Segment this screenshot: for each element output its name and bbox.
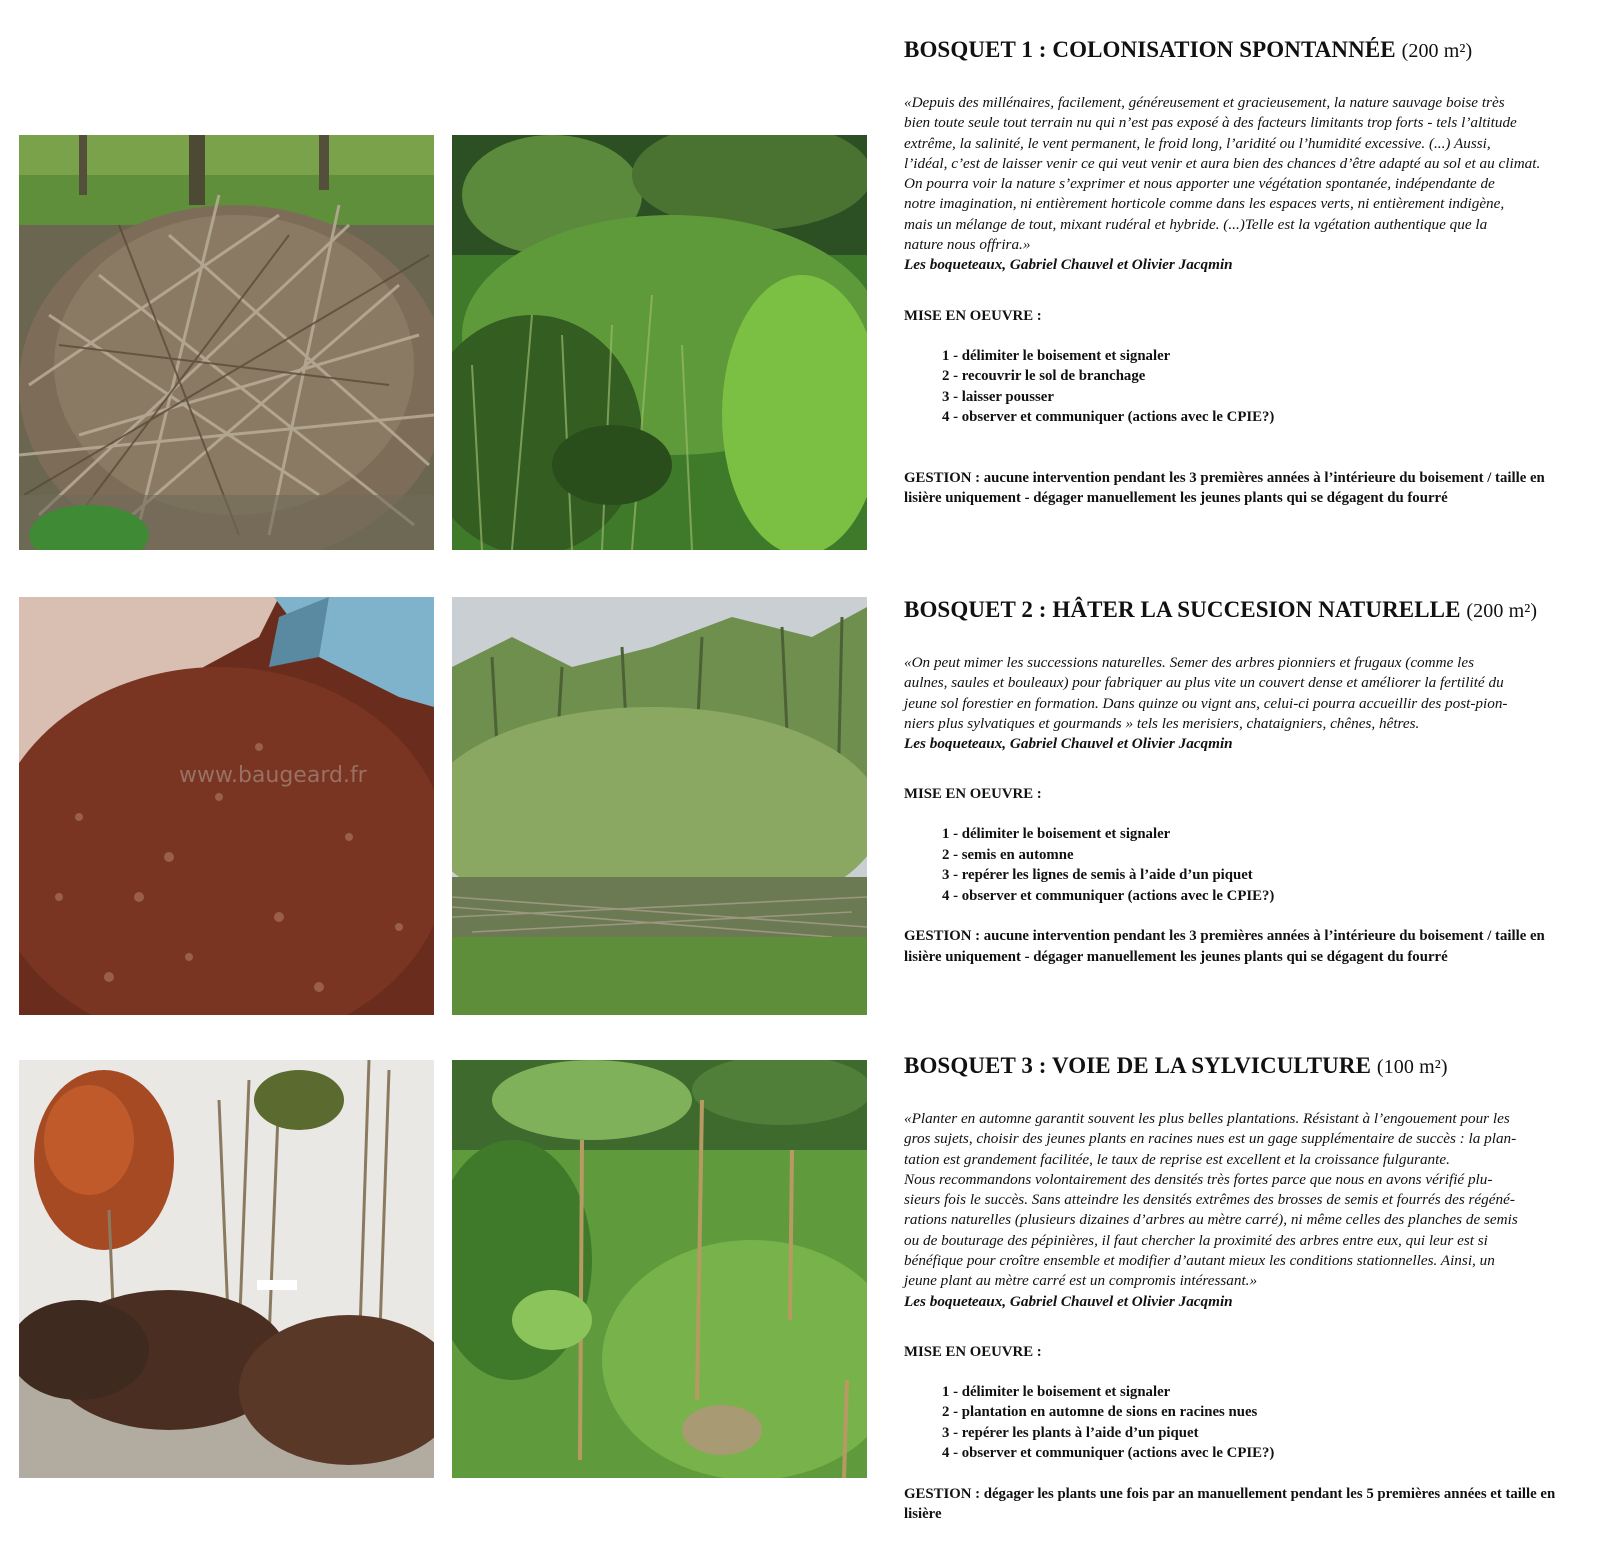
quote (904, 653, 1594, 734)
gestion-line: GESTION : aucune intervention pendant les 3 premières années à l’intérieure du boisement / taille en (904, 469, 1545, 486)
step-item: 1 - délimiter le boisement et signaler (942, 347, 1171, 364)
step-item: 1 - délimiter le boisement et signaler (942, 1383, 1171, 1400)
gestion-line: lisière (904, 1506, 942, 1523)
quote-line: «Depuis des millénaires, facilement, généreusement et gracieusement, la nature sauvage boise très (904, 94, 1505, 111)
quote-line: aulnes, saules et bouleaux) pour fabriquer au plus vite un couvert dense et améliorer la fertilité du (904, 674, 1504, 692)
quote-line: niers plus sylvatiques et gourmands » tels les merisiers, chataigniers, chênes, hêtres. (904, 714, 1420, 732)
gestion-line: lisière uniquement - dégager manuellement les jeunes plants qui se dégagent du fourré (904, 490, 1448, 507)
section-bosquet-1 (904, 36, 1594, 509)
section-title (904, 1052, 1594, 1081)
quote-line: jeune sol forestier en formation. Dans quinze ou vignt ans, celui-ci pourra accueillir des post-pion- (904, 694, 1508, 712)
step-item: 2 - recouvrir le sol de branchage (942, 368, 1146, 385)
photo-seeds-bag (19, 597, 434, 1015)
step-item: 3 - laisser pousser (942, 388, 1054, 405)
mise-en-oeuvre-label: MISE EN OEUVRE : (904, 307, 1042, 324)
quote-line: jeune plant au mètre carré est un compromis intéressant.» (904, 1272, 1258, 1290)
section-title-text: BOSQUET 3 : VOIE DE LA SYLVICULTURE (904, 1053, 1372, 1078)
steps-list (904, 346, 1594, 428)
section-title-text: BOSQUET 1 : COLONISATION SPONTANNÉE (904, 37, 1396, 62)
quote-author: Les boqueteaux, Gabriel Chauvel et Olivier Jacqmin (904, 1292, 1233, 1310)
gestion-text (904, 468, 1594, 509)
mise-en-oeuvre-label: MISE EN OEUVRE : (904, 1343, 1042, 1360)
quote-line: «On peut mimer les successions naturelles. Semer des arbres pionniers et frugaux (comme les (904, 654, 1474, 671)
step-item: 4 - observer et communiquer (actions avec le CPIE?) (942, 887, 1275, 904)
gestion-line: lisière uniquement - dégager manuellement les jeunes plants qui se dégagent du fourré (904, 948, 1448, 965)
section-area: (200 m²) (1401, 40, 1473, 62)
photo-watermark: www.baugeard.fr (179, 763, 367, 788)
step-item: 3 - repérer les plants à l’aide d’un piquet (942, 1424, 1199, 1441)
section-bosquet-3 (904, 1052, 1594, 1525)
quote-line: rations naturelles (plusieurs dizaines d’arbres au mètre carré), ni même celles des planches de semis (904, 1211, 1518, 1229)
steps-list (904, 1382, 1594, 1464)
quote-author: Les boqueteaux, Gabriel Chauvel et Olivier Jacqmin (904, 256, 1233, 274)
quote-line: notre imagination, ni entièrement horticole comme dans les espaces verts, ni entièrement indigène, (904, 195, 1505, 213)
quote-line: extrême, la salinité, le vent permanent, le froid long, l’aridité ou l’humidité excessive. (...) Aussi, (904, 134, 1491, 152)
gestion-text (904, 1484, 1594, 1525)
gestion-text (904, 926, 1594, 967)
quote-line: Nous recommandons volontairement des densités très fortes parce que nous en avons vérifié plu- (904, 1170, 1493, 1188)
quote (904, 1109, 1594, 1292)
gestion-line: GESTION : dégager les plants une fois par an manuellement pendant les 5 premières années et taille en (904, 1485, 1556, 1502)
section-area: (200 m²) (1466, 600, 1538, 622)
step-item: 3 - repérer les lignes de semis à l’aide d’un piquet (942, 867, 1253, 884)
quote-line: bénéfique pour croître ensemble et modifier d’autant mieux les conditions stationnelles. Ainsi, un (904, 1252, 1495, 1270)
quote-line: «Planter en automne garantit souvent les plus belles plantations. Résistant à l’engouement pour les (904, 1110, 1510, 1127)
section-bosquet-2 (904, 596, 1594, 967)
step-item: 4 - observer et communiquer (actions avec le CPIE?) (942, 409, 1275, 426)
mise-en-oeuvre-label: MISE EN OEUVRE : (904, 786, 1042, 803)
quote-author: Les boqueteaux, Gabriel Chauvel et Olivier Jacqmin (904, 735, 1233, 753)
section-title-text: BOSQUET 2 : HÂTER LA SUCCESION NATURELLE (904, 597, 1461, 622)
photo-bare-root-saplings (19, 1060, 434, 1478)
step-item: 4 - observer et communiquer (actions avec le CPIE?) (942, 1445, 1275, 1462)
quote (904, 93, 1594, 255)
step-item: 2 - plantation en automne de sions en racines nues (942, 1404, 1258, 1421)
gestion-line: GESTION : aucune intervention pendant les 3 premières années à l’intérieure du boisement / taille en (904, 928, 1545, 945)
quote-line: l’idéal, c’est de laisser venir ce qui veut venir et aura bien des chances d’être adapté au sol et au climat. (904, 154, 1541, 172)
step-item: 2 - semis en automne (942, 846, 1074, 863)
quote-line: mais un mélange de tout, mixant rudéral et hybride. (...)Telle est la vgétation authentique que la (904, 215, 1488, 233)
quote-line: sieurs fois le succès. Sans atteindre les densités extrêmes des brosses de semis et fourrés des régéné- (904, 1191, 1515, 1209)
step-item: 1 - délimiter le boisement et signaler (942, 826, 1171, 843)
quote-line: tation est grandement facilitée, le taux de reprise est excellent et la croissance fulgurante. (904, 1150, 1450, 1168)
quote-line: On pourra voir la nature s’exprimer et nous apporter une végétation spontanée, indépendante de (904, 175, 1495, 193)
quote-line: gros sujets, choisir des jeunes plants en racines nues est un gage supplémentaire de succès : la plan- (904, 1130, 1517, 1148)
photo-spontaneous-vegetation (452, 135, 867, 550)
section-area: (100 m²) (1376, 1056, 1448, 1078)
quote-line: bien toute seule tout terrain nu qui n’est pas exposé à des facteurs limitants trop forts - tels l’altitude (904, 114, 1517, 132)
section-title (904, 596, 1594, 625)
photo-pioneer-thicket (452, 597, 867, 1015)
quote-line: ou de bouturage des pépinières, il faut chercher la proximité des arbres entre eux, qui leur est si (904, 1231, 1488, 1249)
section-title (904, 36, 1594, 65)
photo-brush-pile (19, 135, 434, 550)
photo-planted-saplings (452, 1060, 867, 1478)
steps-list (904, 824, 1594, 906)
quote-line: nature nous offrira.» (904, 236, 1031, 254)
